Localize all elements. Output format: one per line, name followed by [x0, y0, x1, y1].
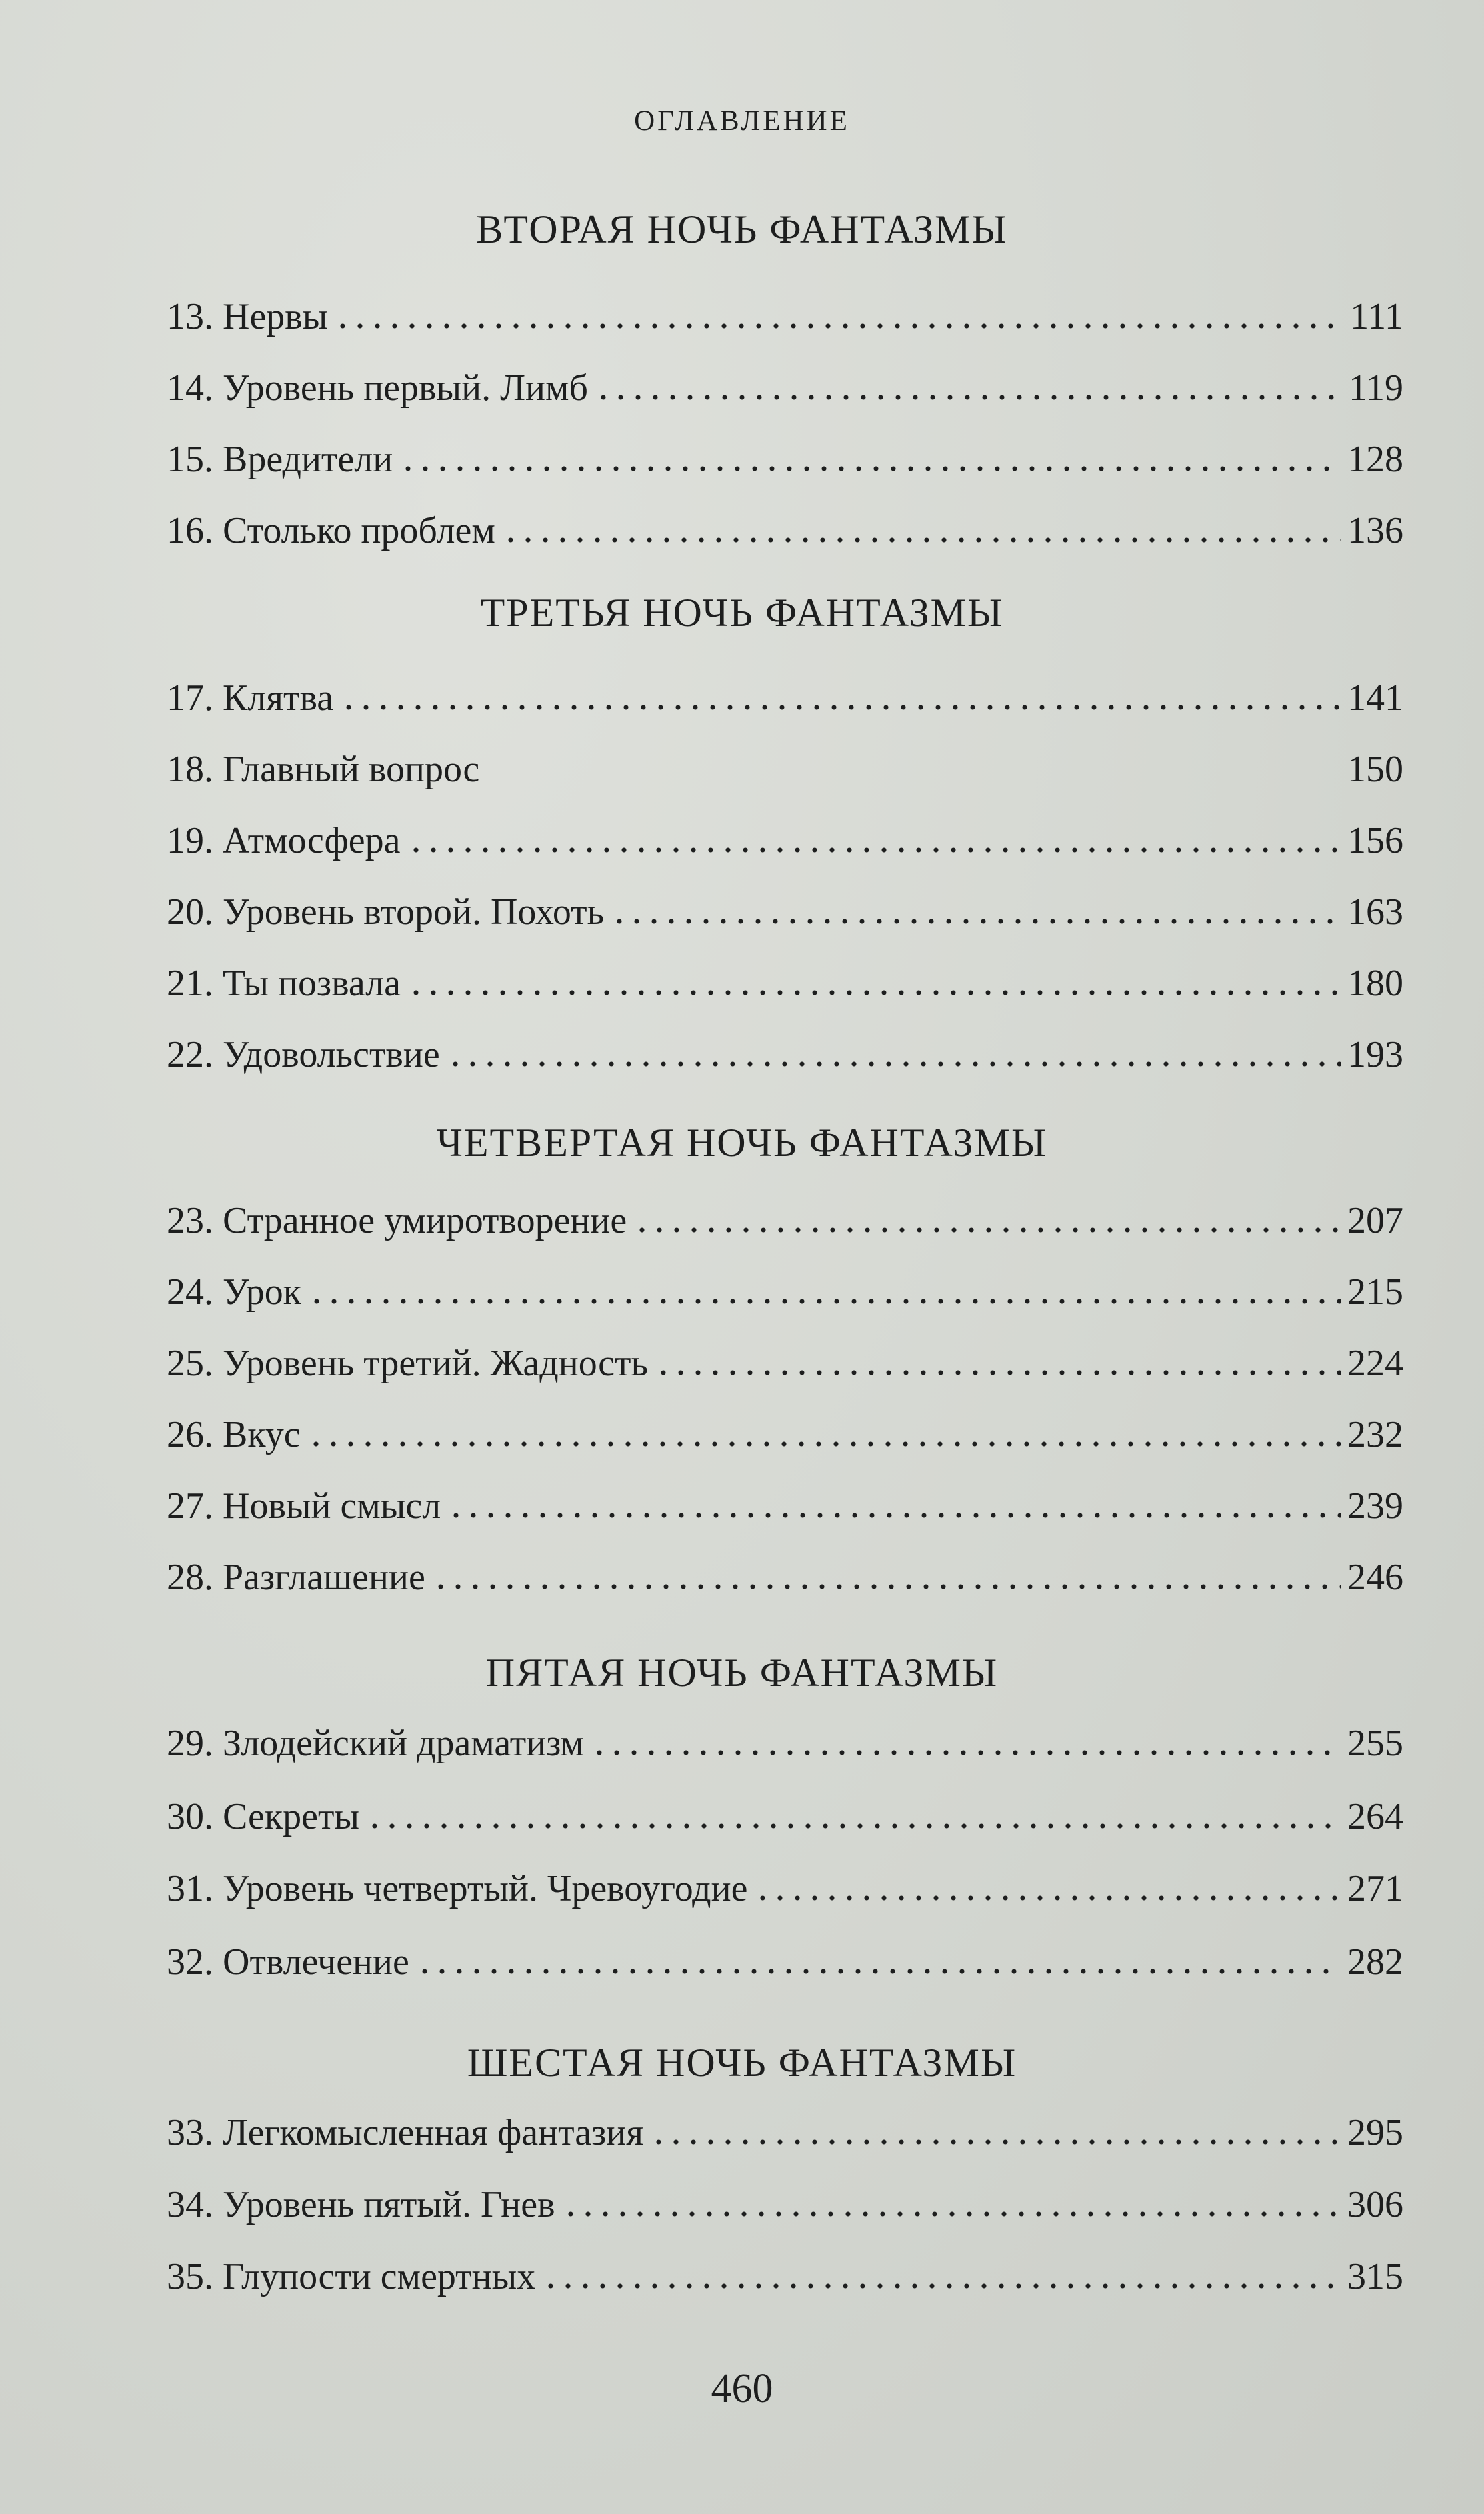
- dot-leader: [611, 918, 1341, 925]
- toc-entry: [167, 739, 1403, 793]
- toc-entry: [167, 811, 1403, 864]
- entry-title: 30. Секреты: [167, 1796, 360, 1837]
- page-title: оглавление: [634, 94, 850, 139]
- toc-entry: [167, 1405, 1403, 1458]
- entry-page-number: 119: [1349, 367, 1403, 409]
- entry-title: 18. Главный вопрос: [167, 749, 480, 790]
- entry-title: 20. Уровень второй. Похоть: [167, 891, 605, 933]
- toc-entry: [167, 1191, 1403, 1244]
- dot-leader: [562, 2211, 1341, 2217]
- dot-leader: [447, 1512, 1341, 1519]
- entry-page-number: 156: [1347, 820, 1403, 861]
- entry-page-number: 306: [1347, 2184, 1403, 2225]
- dot-leader: [633, 1227, 1341, 1233]
- section-heading: ПЯТАЯ НОЧЬ ФАНТАЗМЫ: [485, 1651, 999, 1695]
- dot-leader: [754, 1895, 1341, 1901]
- toc-entry: [167, 1859, 1403, 1912]
- entry-title: 27. Новый смысл: [167, 1485, 441, 1527]
- toc-entry: [167, 429, 1403, 483]
- entry-title: 24. Урок: [167, 1271, 301, 1313]
- entry-page-number: 207: [1347, 1200, 1403, 1241]
- entry-page-number: 232: [1347, 1414, 1403, 1455]
- entry-title: 14. Уровень первый. Лимб: [167, 367, 588, 409]
- entry-page-number: 136: [1347, 510, 1403, 551]
- dot-leader: [655, 1369, 1341, 1376]
- toc-entry: [167, 2103, 1403, 2156]
- entry-page-number: 163: [1347, 891, 1403, 933]
- entry-page-number: 111: [1350, 296, 1403, 337]
- entry-page-number: 239: [1347, 1485, 1403, 1527]
- entry-page-number: 271: [1347, 1868, 1403, 1909]
- entry-page-number: 180: [1347, 963, 1403, 1004]
- dot-leader: [399, 465, 1341, 472]
- section-heading: ЧЕТВЕРТАЯ НОЧЬ ФАНТАЗМЫ: [436, 1121, 1048, 1165]
- entry-title: 34. Уровень пятый. Гнев: [167, 2184, 555, 2225]
- dot-leader: [502, 537, 1341, 543]
- toc-entry: [167, 1547, 1403, 1601]
- entry-title: 26. Вкус: [167, 1414, 301, 1455]
- page-number: 460: [711, 2366, 773, 2411]
- entry-title: 31. Уровень четвертый. Чревоугодие: [167, 1868, 748, 1909]
- dot-leader: [308, 1298, 1341, 1305]
- entry-page-number: 315: [1347, 2256, 1403, 2297]
- toc-entry: [167, 1932, 1403, 1985]
- toc-entry: [167, 2247, 1403, 2300]
- entry-title: 25. Уровень третий. Жадность: [167, 1343, 648, 1384]
- entry-title: 13. Нервы: [167, 296, 328, 337]
- section-heading: ТРЕТЬЯ НОЧЬ ФАНТАЗМЫ: [480, 591, 1004, 635]
- toc-entry: [167, 953, 1403, 1007]
- entry-title: 22. Удовольствие: [167, 1034, 440, 1075]
- entry-page-number: 128: [1347, 439, 1403, 480]
- dot-leader: [432, 1583, 1341, 1590]
- dot-leader: [340, 704, 1341, 711]
- toc-entry: [167, 1262, 1403, 1315]
- dot-leader: [650, 2139, 1341, 2145]
- entry-page-number: 295: [1347, 2112, 1403, 2153]
- toc-entry: [167, 287, 1403, 340]
- entry-page-number: 193: [1347, 1034, 1403, 1075]
- dot-leader: [407, 989, 1341, 996]
- dot-leader: [591, 1749, 1341, 1756]
- entry-page-number: 282: [1347, 1941, 1403, 1983]
- entry-title: 28. Разглашение: [167, 1557, 425, 1598]
- entry-title: 23. Странное умиротворение: [167, 1200, 627, 1241]
- toc-entry: [167, 668, 1403, 721]
- dot-leader: [307, 1441, 1341, 1447]
- section-heading: ВТОРАЯ НОЧЬ ФАНТАЗМЫ: [476, 207, 1008, 251]
- toc-entry: [167, 358, 1403, 411]
- entry-title: 32. Отвлечение: [167, 1941, 409, 1983]
- toc-entry: [167, 2175, 1403, 2228]
- entry-title: 15. Вредители: [167, 439, 393, 480]
- entry-title: 35. Глупости смертных: [167, 2256, 536, 2297]
- entry-page-number: 215: [1347, 1271, 1403, 1313]
- toc-entry: [167, 1333, 1403, 1387]
- entry-title: 17. Клятва: [167, 677, 334, 719]
- dot-leader: [416, 1968, 1341, 1975]
- toc-entry: [167, 501, 1403, 554]
- entry-title: 21. Ты позвала: [167, 963, 401, 1004]
- entry-page-number: 264: [1347, 1796, 1403, 1837]
- entry-page-number: 255: [1347, 1723, 1403, 1764]
- entry-page-number: 224: [1347, 1343, 1403, 1384]
- entry-title: 33. Легкомысленная фантазия: [167, 2112, 643, 2153]
- toc-entry: [167, 1025, 1403, 1078]
- toc-entry: [167, 1476, 1403, 1529]
- entry-title: 19. Атмосфера: [167, 820, 401, 861]
- entry-title: 29. Злодейский драматизм: [167, 1723, 584, 1764]
- toc-entry: [167, 1787, 1403, 1840]
- toc-entry: [167, 882, 1403, 935]
- entry-page-number: 246: [1347, 1557, 1403, 1598]
- entry-page-number: 150: [1347, 749, 1403, 790]
- entry-page-number: 141: [1347, 677, 1403, 719]
- dot-leader: [407, 847, 1341, 853]
- dot-leader: [595, 394, 1342, 401]
- toc-entry: [167, 1713, 1403, 1767]
- dot-leader: [334, 323, 1343, 329]
- dot-leader: [542, 2283, 1341, 2289]
- dot-leader: [447, 1061, 1341, 1067]
- section-heading: ШЕСТАЯ НОЧЬ ФАНТАЗМЫ: [467, 2041, 1017, 2085]
- entry-title: 16. Столько проблем: [167, 510, 495, 551]
- dot-leader: [366, 1823, 1341, 1829]
